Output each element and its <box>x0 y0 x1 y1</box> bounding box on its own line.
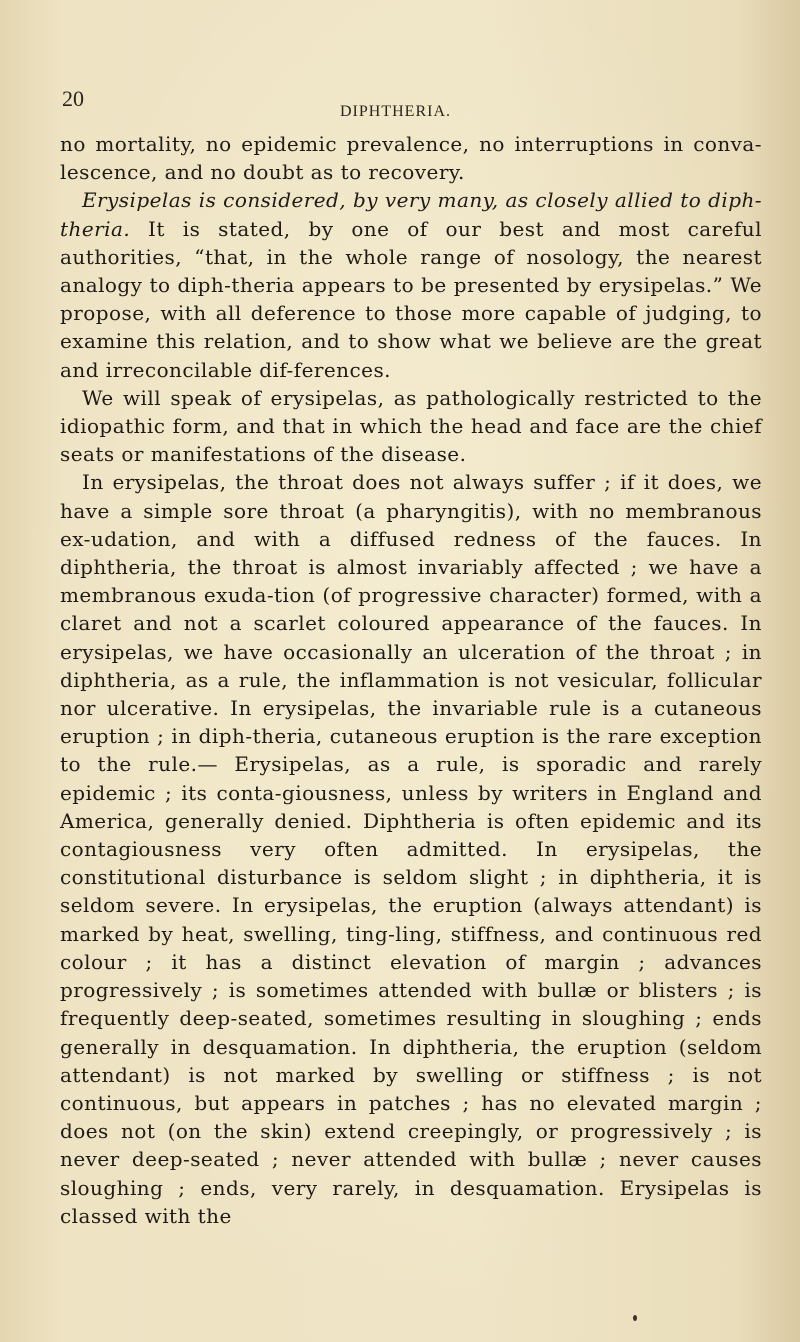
running-title: DIPHTHERIA. <box>340 103 451 120</box>
paragraph-4: In erysipelas, the throat does not always suffer ; if it does, we have a simple sore throat (a pharyngitis), with no membranous ex-udation, and with a diffused redness of the fauces. In diphtheria, the throat is almost invariably affected ; we have a membranous exuda-tion (of progressive character) formed, with a claret and not a scarlet coloured appearance of the fauces. In erysipelas, we have occasionally an ulceration of the throat ; in diphtheria, as a rule, the inflammation is not vesicular, follicular nor ulcerative. In erysipelas, the invariable rule is a cutaneous eruption ; in diph-theria, cutaneous eruption is the rare exception to the rule.— Erysipelas, as a rule, is sporadic and rarely epidemic ; its conta-giousness, unless by writers in England and America, generally denied. Diphtheria is often epidemic and its contagiousness very often admitted. In erysipelas, the constitutional disturbance is seldom slight ; in diphtheria, it is seldom severe. In erysipelas, the eruption (always attendant) is marked by heat, swelling, ting-ling, stiffness, and continuous red colour ; it has a distinct elevation of margin ; advances progressively ; is sometimes attended with bullæ or blisters ; is frequently deep-seated, sometimes resulting in sloughing ; ends generally in desquamation. In diphtheria, the eruption (seldom attendant) is not marked by swelling or stiffness ; is not continuous, but appears in patches ; has no elevated margin ; does not (on the skin) extend creepingly, or progressively ; is never deep-seated ; never attended with bullæ ; never causes sloughing ; ends, very rarely, in desquamation. Erysipelas is classed with the <box>60 470 762 1228</box>
paragraph-2 <box>60 186 762 383</box>
ink-speck <box>633 1315 637 1321</box>
body-text <box>60 130 762 1230</box>
paragraph-2-italic-lead: Erysipelas is considered, by very many, as closely allied to diph-theria. <box>60 188 762 241</box>
paragraph-1: no mortality, no epidemic prevalence, no interruptions in conva-lescence, and no doubt as to recovery. <box>60 132 762 185</box>
paragraph-2-text: It is stated, by one of our best and most careful authorities, “that, in the whole range of nosology, the nearest analogy to diph-theria appears to be presented by erysipelas.” We propose, with all deference to those more capable of judging, to examine this relation, and to show what we believe are the great and irreconcilable dif-ferences. <box>60 216 762 382</box>
paragraph-3: We will speak of erysipelas, as pathologically restricted to the idiopathic form, and that in which the head and face are the chief seats or manifestations of the disease. <box>60 385 762 467</box>
page-number: 20 <box>62 86 84 111</box>
